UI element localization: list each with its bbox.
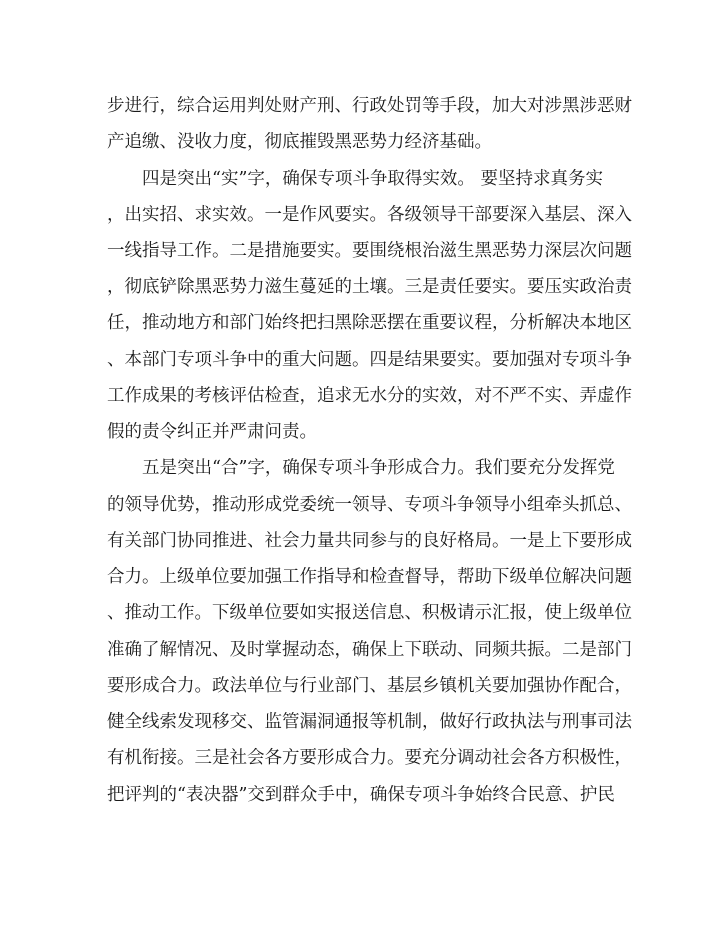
text-line: 任，推动地方和部门始终把扫黑除恶摆在重要议程，分析解决本地区 — [107, 313, 632, 333]
paragraph-start-line: 四是突出“实”字，确保专项斗争取得实效。 要坚持求真务实 — [142, 169, 603, 189]
text-line: ，彻底铲除黑恶势力滋生蔓延的土壤。三是责任要实。要压实政治责 — [107, 277, 632, 297]
text-line: 要形成合力。政法单位与行业部门、基层乡镇机关要加强协作配合， — [107, 676, 632, 696]
text-line: 假的责令纠正并严肃问责。 — [107, 422, 317, 442]
text-line: 一线指导工作。二是措施要实。要围绕根治滋生黑恶势力深层次问题 — [107, 241, 632, 261]
text-line: 的领导优势，推动形成党委统一领导、专项斗争领导小组牵头抓总、 — [107, 495, 632, 515]
text-line: 步进行，综合运用判处财产刑、行政处罚等手段，加大对涉黑涉恶财 — [107, 96, 632, 116]
text-line: 健全线索发现移交、监管漏洞通报等机制，做好行政执法与刑事司法 — [107, 712, 632, 732]
text-line: 有关部门协同推进、社会力量共同参与的良好格局。一是上下要形成 — [107, 531, 632, 551]
text-line: 、本部门专项斗争中的重大问题。四是结果要实。要加强对专项斗争 — [107, 350, 632, 370]
text-line: 有机衔接。三是社会各方要形成合力。要充分调动社会各方积极性， — [107, 748, 632, 768]
text-line: ，出实招、求实效。一是作风要实。各级领导干部要深入基层、深入 — [107, 205, 632, 225]
text-line: 准确了解情况、及时掌握动态，确保上下联动、同频共振。二是部门 — [107, 640, 632, 660]
text-line: 把评判的“表决器”交到群众手中，确保专项斗争始终合民意、护民 — [107, 785, 615, 805]
paragraph-start-line: 五是突出“合”字，确保专项斗争形成合力。我们要充分发挥党 — [142, 458, 615, 478]
text-line: 工作成果的考核评估检查，追求无水分的实效，对不严不实、弄虚作 — [107, 386, 632, 406]
text-line: 合力。上级单位要加强工作指导和检查督导，帮助下级单位解决问题 — [107, 567, 632, 587]
text-line: 产追缴、没收力度，彻底摧毁黑恶势力经济基础。 — [107, 132, 492, 152]
text-line: 、推动工作。下级单位要如实报送信息、积极请示汇报，使上级单位 — [107, 603, 632, 623]
